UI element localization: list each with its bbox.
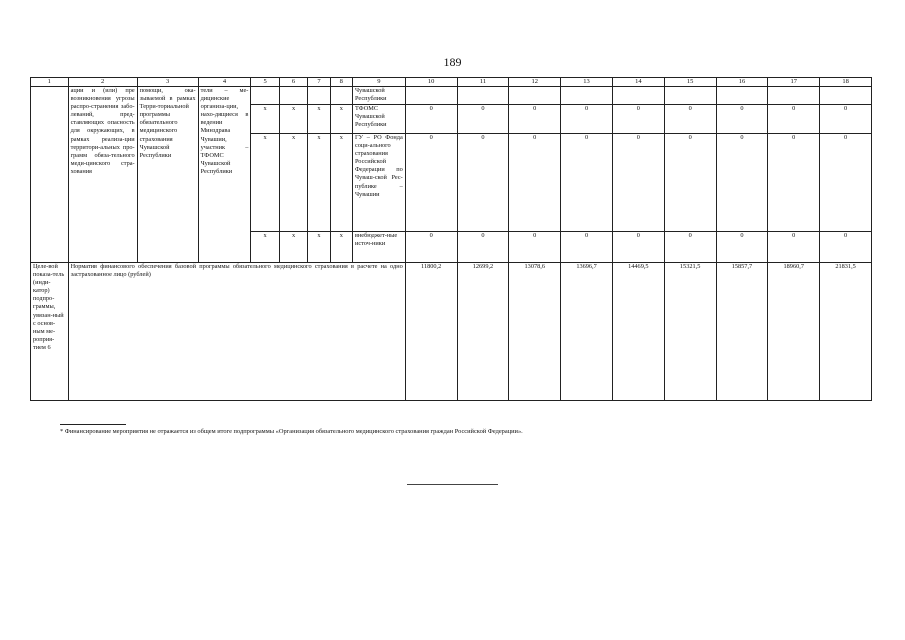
col-header: 14 (612, 78, 664, 87)
value-cell (768, 87, 820, 105)
value-cell: 0 (561, 232, 613, 263)
value-cell: 0 (820, 134, 872, 232)
col-header: 8 (330, 78, 352, 87)
funding-source: Чувашской Республики (352, 87, 405, 105)
code-cell: x (308, 105, 330, 134)
value-cell: 0 (716, 134, 768, 232)
executor-description: тели – ме-дицинские организа-ции, нахо-дящиеся в ведении Минздрава Чувашии, участник – ТФОМС Чувашской Республики (198, 87, 251, 263)
indicator-value: 13696,7 (561, 263, 613, 401)
value-cell: 0 (820, 105, 872, 134)
code-cell: x (279, 232, 307, 263)
value-cell (612, 87, 664, 105)
header-row (31, 78, 872, 87)
col-header: 10 (405, 78, 457, 87)
col-header: 3 (137, 78, 198, 87)
code-cell (308, 87, 330, 105)
value-cell: 0 (820, 232, 872, 263)
code-cell (330, 87, 352, 105)
code-cell: x (330, 134, 352, 232)
value-cell: 0 (509, 105, 561, 134)
indicator-row (31, 263, 872, 401)
event-description: помощи, ока-зываемой в рамках Терри-ториальной программы обязательного медицинского страхования Чувашской Республики (137, 87, 198, 263)
indicator-value: 14469,5 (612, 263, 664, 401)
value-cell: 0 (716, 232, 768, 263)
footnote: * Финансирование мероприятия не отражается из общем итоге подпрограммы «Организация обязательного медицинского страхования граждан Российской Федерации». (60, 428, 523, 435)
value-cell: 0 (612, 134, 664, 232)
indicator-value: 21831,5 (820, 263, 872, 401)
event-description: ации и (или) пре возникновения угрозы распро-странения забо-леваний, пред-ставляющих опасность для окружающих, в рамках реализа-ции территори-альных про-грамм обяза-тельного меди-цинского стра-хования (68, 87, 137, 263)
value-cell (820, 87, 872, 105)
indicator-label: Целе-вой показа-тель (инди-катор) подпро-граммы, увязан-ный с основ-ным ме-роприя-тием 6 (31, 263, 69, 401)
col-header: 9 (352, 78, 405, 87)
indicator-text: Норматив финансового обеспечения базовой программы обязательного медицинского страхования в расчете на одно застрахованное лицо (рублей) (68, 263, 405, 401)
table-row (31, 87, 872, 105)
col-header: 1 (31, 78, 69, 87)
code-cell: x (330, 105, 352, 134)
indicator-value: 11800,2 (405, 263, 457, 401)
value-cell: 0 (457, 105, 509, 134)
col-header: 6 (279, 78, 307, 87)
col-header: 11 (457, 78, 509, 87)
value-cell (457, 87, 509, 105)
value-cell: 0 (561, 105, 613, 134)
value-cell: 0 (716, 105, 768, 134)
col-header: 7 (308, 78, 330, 87)
funding-source: ГУ – РО Фонда соци-ального страхования Российской Федерации по Чуваш-ской Рес-публике – Чувашии (352, 134, 405, 232)
indicator-value: 18960,7 (768, 263, 820, 401)
program-table (30, 77, 872, 401)
value-cell: 0 (612, 105, 664, 134)
value-cell: 0 (664, 105, 716, 134)
value-cell: 0 (509, 232, 561, 263)
value-cell: 0 (664, 134, 716, 232)
col-header: 16 (716, 78, 768, 87)
value-cell: 0 (768, 105, 820, 134)
col-header: 12 (509, 78, 561, 87)
code-cell: x (308, 134, 330, 232)
value-cell: 0 (405, 134, 457, 232)
col-header: 18 (820, 78, 872, 87)
code-cell: x (279, 105, 307, 134)
value-cell: 0 (768, 134, 820, 232)
indicator-value: 13078,6 (509, 263, 561, 401)
indicator-value: 15321,5 (664, 263, 716, 401)
value-cell (561, 87, 613, 105)
indicator-value: 12699,2 (457, 263, 509, 401)
empty-cell (31, 87, 69, 263)
value-cell (405, 87, 457, 105)
code-cell: x (251, 134, 279, 232)
code-cell: x (251, 105, 279, 134)
code-cell: x (330, 232, 352, 263)
funding-source: ТФОМС Чувашской Республики (352, 105, 405, 134)
value-cell: 0 (457, 232, 509, 263)
value-cell: 0 (664, 232, 716, 263)
code-cell (251, 87, 279, 105)
page-number: 189 (443, 55, 462, 69)
value-cell (716, 87, 768, 105)
value-cell: 0 (509, 134, 561, 232)
col-header: 4 (198, 78, 251, 87)
value-cell: 0 (405, 105, 457, 134)
code-cell: x (279, 134, 307, 232)
value-cell: 0 (405, 232, 457, 263)
end-separator (407, 484, 498, 485)
code-cell: x (308, 232, 330, 263)
value-cell (509, 87, 561, 105)
value-cell (664, 87, 716, 105)
indicator-value: 15857,7 (716, 263, 768, 401)
col-header: 5 (251, 78, 279, 87)
value-cell: 0 (768, 232, 820, 263)
footnote-separator (60, 424, 126, 425)
col-header: 13 (561, 78, 613, 87)
col-header: 15 (664, 78, 716, 87)
value-cell: 0 (612, 232, 664, 263)
code-cell (279, 87, 307, 105)
col-header: 17 (768, 78, 820, 87)
value-cell: 0 (561, 134, 613, 232)
code-cell: x (251, 232, 279, 263)
col-header: 2 (68, 78, 137, 87)
value-cell: 0 (457, 134, 509, 232)
funding-source: внебюджет-ные источ-ники (352, 232, 405, 263)
